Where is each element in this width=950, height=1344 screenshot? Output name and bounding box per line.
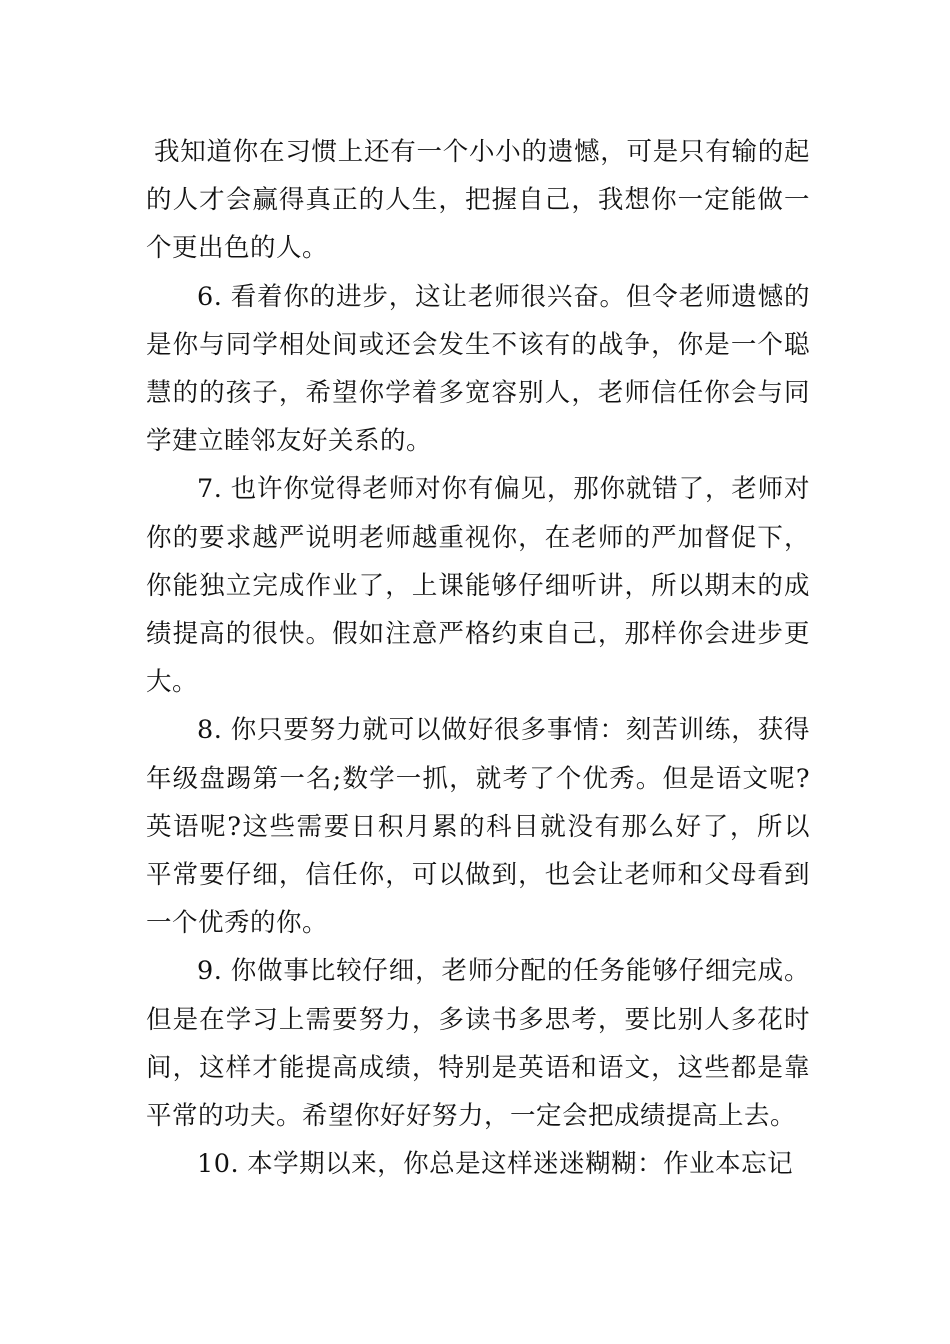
paragraph-10 — [146, 1140, 810, 1188]
paragraph-8 — [146, 706, 810, 947]
paragraph-number: 6. — [197, 281, 223, 312]
paragraph-text: 我知道你在习惯上还有一个小小的遗憾，可是只有输的起的人才会赢得真正的人生，把握自己，我想你一定能做一个更出色的人。 — [146, 137, 810, 264]
paragraph-6 — [146, 273, 810, 466]
paragraph-number: 7. — [197, 474, 223, 505]
paragraph-number: 8. — [197, 715, 223, 746]
paragraph-text: 你做事比较仔细，老师分配的任务能够仔细完成。但是在学习上需要努力，多读书多思考，要比别人多花时间，这样才能提高成绩，特别是英语和语文，这些都是靠平常的功夫。希望你好好努力，一定会把成绩提高上去。 — [146, 956, 810, 1132]
paragraph-text: 看着你的进步，这让老师很兴奋。但令老师遗憾的是你与同学相处间或还会发生不该有的战争，你是一个聪慧的的孩子，希望你学着多宽容别人，老师信任你会与同学建立睦邻友好关系的。 — [146, 281, 810, 457]
paragraph-9 — [146, 947, 810, 1140]
paragraph-number: 9. — [197, 956, 223, 987]
paragraph-text: 本学期以来，你总是这样迷迷糊糊：作业本忘记 — [247, 1149, 794, 1180]
paragraph-7 — [146, 465, 810, 706]
paragraph-continuation — [146, 128, 810, 273]
paragraph-text: 你只要努力就可以做好很多事情：刻苦训练，获得年级盘踢第一名;数学一抓，就考了个优秀。但是语文呢?英语呢?这些需要日积月累的科目就没有那么好了，所以平常要仔细，信任你，可以做到，也会让老师和父母看到一个优秀的你。 — [146, 715, 810, 939]
document-body — [146, 128, 810, 1188]
paragraph-text: 也许你觉得老师对你有偏见，那你就错了，老师对你的要求越严说明老师越重视你，在老师的严加督促下，你能独立完成作业了，上课能够仔细听讲，所以期末的成绩提高的很快。假如注意严格约束自己，那样你会进步更大。 — [146, 474, 810, 698]
paragraph-number: 10. — [197, 1149, 240, 1180]
